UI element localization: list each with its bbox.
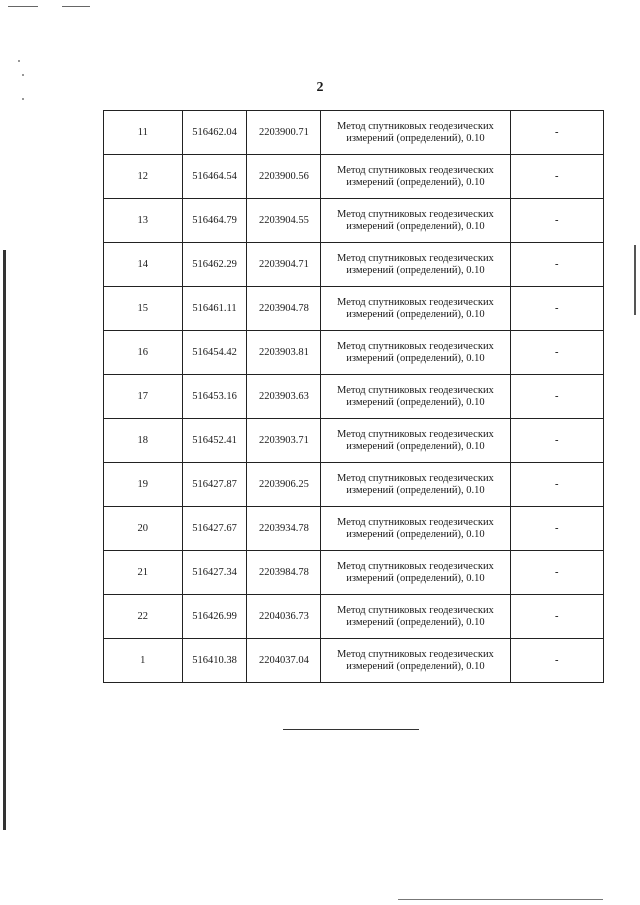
coordinate-x: 516427.34 xyxy=(182,551,247,595)
point-number: 16 xyxy=(104,331,183,375)
method-description xyxy=(321,155,510,199)
method-line-2: измерений (определений), 0.10 xyxy=(346,660,485,672)
scan-left-edge xyxy=(3,250,6,830)
empty-value-dash: - xyxy=(510,595,603,639)
point-number: 14 xyxy=(104,243,183,287)
table-row xyxy=(104,111,604,155)
table-row xyxy=(104,375,604,419)
coordinates-table-body xyxy=(104,111,604,683)
method-description xyxy=(321,463,510,507)
point-number: 21 xyxy=(104,551,183,595)
point-number: 18 xyxy=(104,419,183,463)
scan-speck xyxy=(22,74,24,76)
table-row xyxy=(104,463,604,507)
end-of-table-rule xyxy=(283,729,419,730)
scan-mark-top xyxy=(62,6,90,7)
coordinate-y: 2203904.55 xyxy=(247,199,321,243)
point-number: 12 xyxy=(104,155,183,199)
table-row xyxy=(104,331,604,375)
method-line-1: Метод спутниковых геодезических xyxy=(337,472,494,484)
table-row xyxy=(104,595,604,639)
method-line-2: измерений (определений), 0.10 xyxy=(346,396,485,408)
method-line-2: измерений (определений), 0.10 xyxy=(346,264,485,276)
coordinate-y: 2203903.71 xyxy=(247,419,321,463)
method-line-1: Метод спутниковых геодезических xyxy=(337,560,494,572)
table-row xyxy=(104,507,604,551)
method-description xyxy=(321,375,510,419)
method-line-2: измерений (определений), 0.10 xyxy=(346,308,485,320)
scan-right-edge xyxy=(634,245,636,315)
method-description xyxy=(321,287,510,331)
coordinate-y: 2204036.73 xyxy=(247,595,321,639)
method-line-2: измерений (определений), 0.10 xyxy=(346,572,485,584)
method-line-2: измерений (определений), 0.10 xyxy=(346,132,485,144)
empty-value-dash: - xyxy=(510,111,603,155)
point-number: 19 xyxy=(104,463,183,507)
empty-value-dash: - xyxy=(510,419,603,463)
coordinate-y: 2203906.25 xyxy=(247,463,321,507)
point-number: 1 xyxy=(104,639,183,683)
coordinate-x: 516426.99 xyxy=(182,595,247,639)
method-line-1: Метод спутниковых геодезических xyxy=(337,648,494,660)
point-number: 15 xyxy=(104,287,183,331)
coordinate-x: 516461.11 xyxy=(182,287,247,331)
empty-value-dash: - xyxy=(510,375,603,419)
method-line-1: Метод спутниковых геодезических xyxy=(337,516,494,528)
table-row xyxy=(104,551,604,595)
method-line-2: измерений (определений), 0.10 xyxy=(346,440,485,452)
table-row xyxy=(104,155,604,199)
method-line-2: измерений (определений), 0.10 xyxy=(346,484,485,496)
method-description xyxy=(321,199,510,243)
empty-value-dash: - xyxy=(510,331,603,375)
method-line-1: Метод спутниковых геодезических xyxy=(337,296,494,308)
empty-value-dash: - xyxy=(510,639,603,683)
method-description xyxy=(321,507,510,551)
coordinate-y: 2203904.78 xyxy=(247,287,321,331)
method-description xyxy=(321,111,510,155)
method-line-2: измерений (определений), 0.10 xyxy=(346,616,485,628)
coordinate-y: 2203984.78 xyxy=(247,551,321,595)
empty-value-dash: - xyxy=(510,243,603,287)
empty-value-dash: - xyxy=(510,463,603,507)
method-line-1: Метод спутниковых геодезических xyxy=(337,604,494,616)
empty-value-dash: - xyxy=(510,507,603,551)
coordinate-x: 516464.54 xyxy=(182,155,247,199)
coordinate-x: 516462.29 xyxy=(182,243,247,287)
method-line-2: измерений (определений), 0.10 xyxy=(346,528,485,540)
method-line-2: измерений (определений), 0.10 xyxy=(346,220,485,232)
empty-value-dash: - xyxy=(510,155,603,199)
method-description xyxy=(321,419,510,463)
coordinate-y: 2203904.71 xyxy=(247,243,321,287)
method-description xyxy=(321,243,510,287)
coordinate-x: 516427.67 xyxy=(182,507,247,551)
method-line-1: Метод спутниковых геодезических xyxy=(337,164,494,176)
coordinate-y: 2203900.71 xyxy=(247,111,321,155)
empty-value-dash: - xyxy=(510,199,603,243)
scan-mark-top-left xyxy=(8,6,38,7)
coordinates-table xyxy=(103,110,604,683)
table-row xyxy=(104,243,604,287)
coordinate-x: 516427.87 xyxy=(182,463,247,507)
empty-value-dash: - xyxy=(510,551,603,595)
coordinate-x: 516452.41 xyxy=(182,419,247,463)
method-line-1: Метод спутниковых геодезических xyxy=(337,252,494,264)
method-description xyxy=(321,331,510,375)
scan-speck xyxy=(22,98,24,100)
method-description xyxy=(321,639,510,683)
coordinate-y: 2203903.63 xyxy=(247,375,321,419)
method-line-1: Метод спутниковых геодезических xyxy=(337,384,494,396)
table-row xyxy=(104,639,604,683)
table-row xyxy=(104,287,604,331)
coordinate-x: 516453.16 xyxy=(182,375,247,419)
table-row xyxy=(104,199,604,243)
method-line-2: измерений (определений), 0.10 xyxy=(346,176,485,188)
point-number: 11 xyxy=(104,111,183,155)
coordinate-y: 2203900.56 xyxy=(247,155,321,199)
method-description xyxy=(321,551,510,595)
empty-value-dash: - xyxy=(510,287,603,331)
point-number: 17 xyxy=(104,375,183,419)
method-line-1: Метод спутниковых геодезических xyxy=(337,208,494,220)
method-line-2: измерений (определений), 0.10 xyxy=(346,352,485,364)
coordinate-y: 2204037.04 xyxy=(247,639,321,683)
coordinate-y: 2203934.78 xyxy=(247,507,321,551)
coordinate-x: 516454.42 xyxy=(182,331,247,375)
method-line-1: Метод спутниковых геодезических xyxy=(337,428,494,440)
method-description xyxy=(321,595,510,639)
page-number: 2 xyxy=(316,80,324,95)
coordinate-x: 516410.38 xyxy=(182,639,247,683)
coordinate-y: 2203903.81 xyxy=(247,331,321,375)
coordinate-x: 516464.79 xyxy=(182,199,247,243)
scan-speck xyxy=(18,60,20,62)
point-number: 20 xyxy=(104,507,183,551)
footer-rule xyxy=(398,899,603,900)
method-line-1: Метод спутниковых геодезических xyxy=(337,340,494,352)
coordinate-x: 516462.04 xyxy=(182,111,247,155)
point-number: 13 xyxy=(104,199,183,243)
method-line-1: Метод спутниковых геодезических xyxy=(337,120,494,132)
table-row xyxy=(104,419,604,463)
point-number: 22 xyxy=(104,595,183,639)
